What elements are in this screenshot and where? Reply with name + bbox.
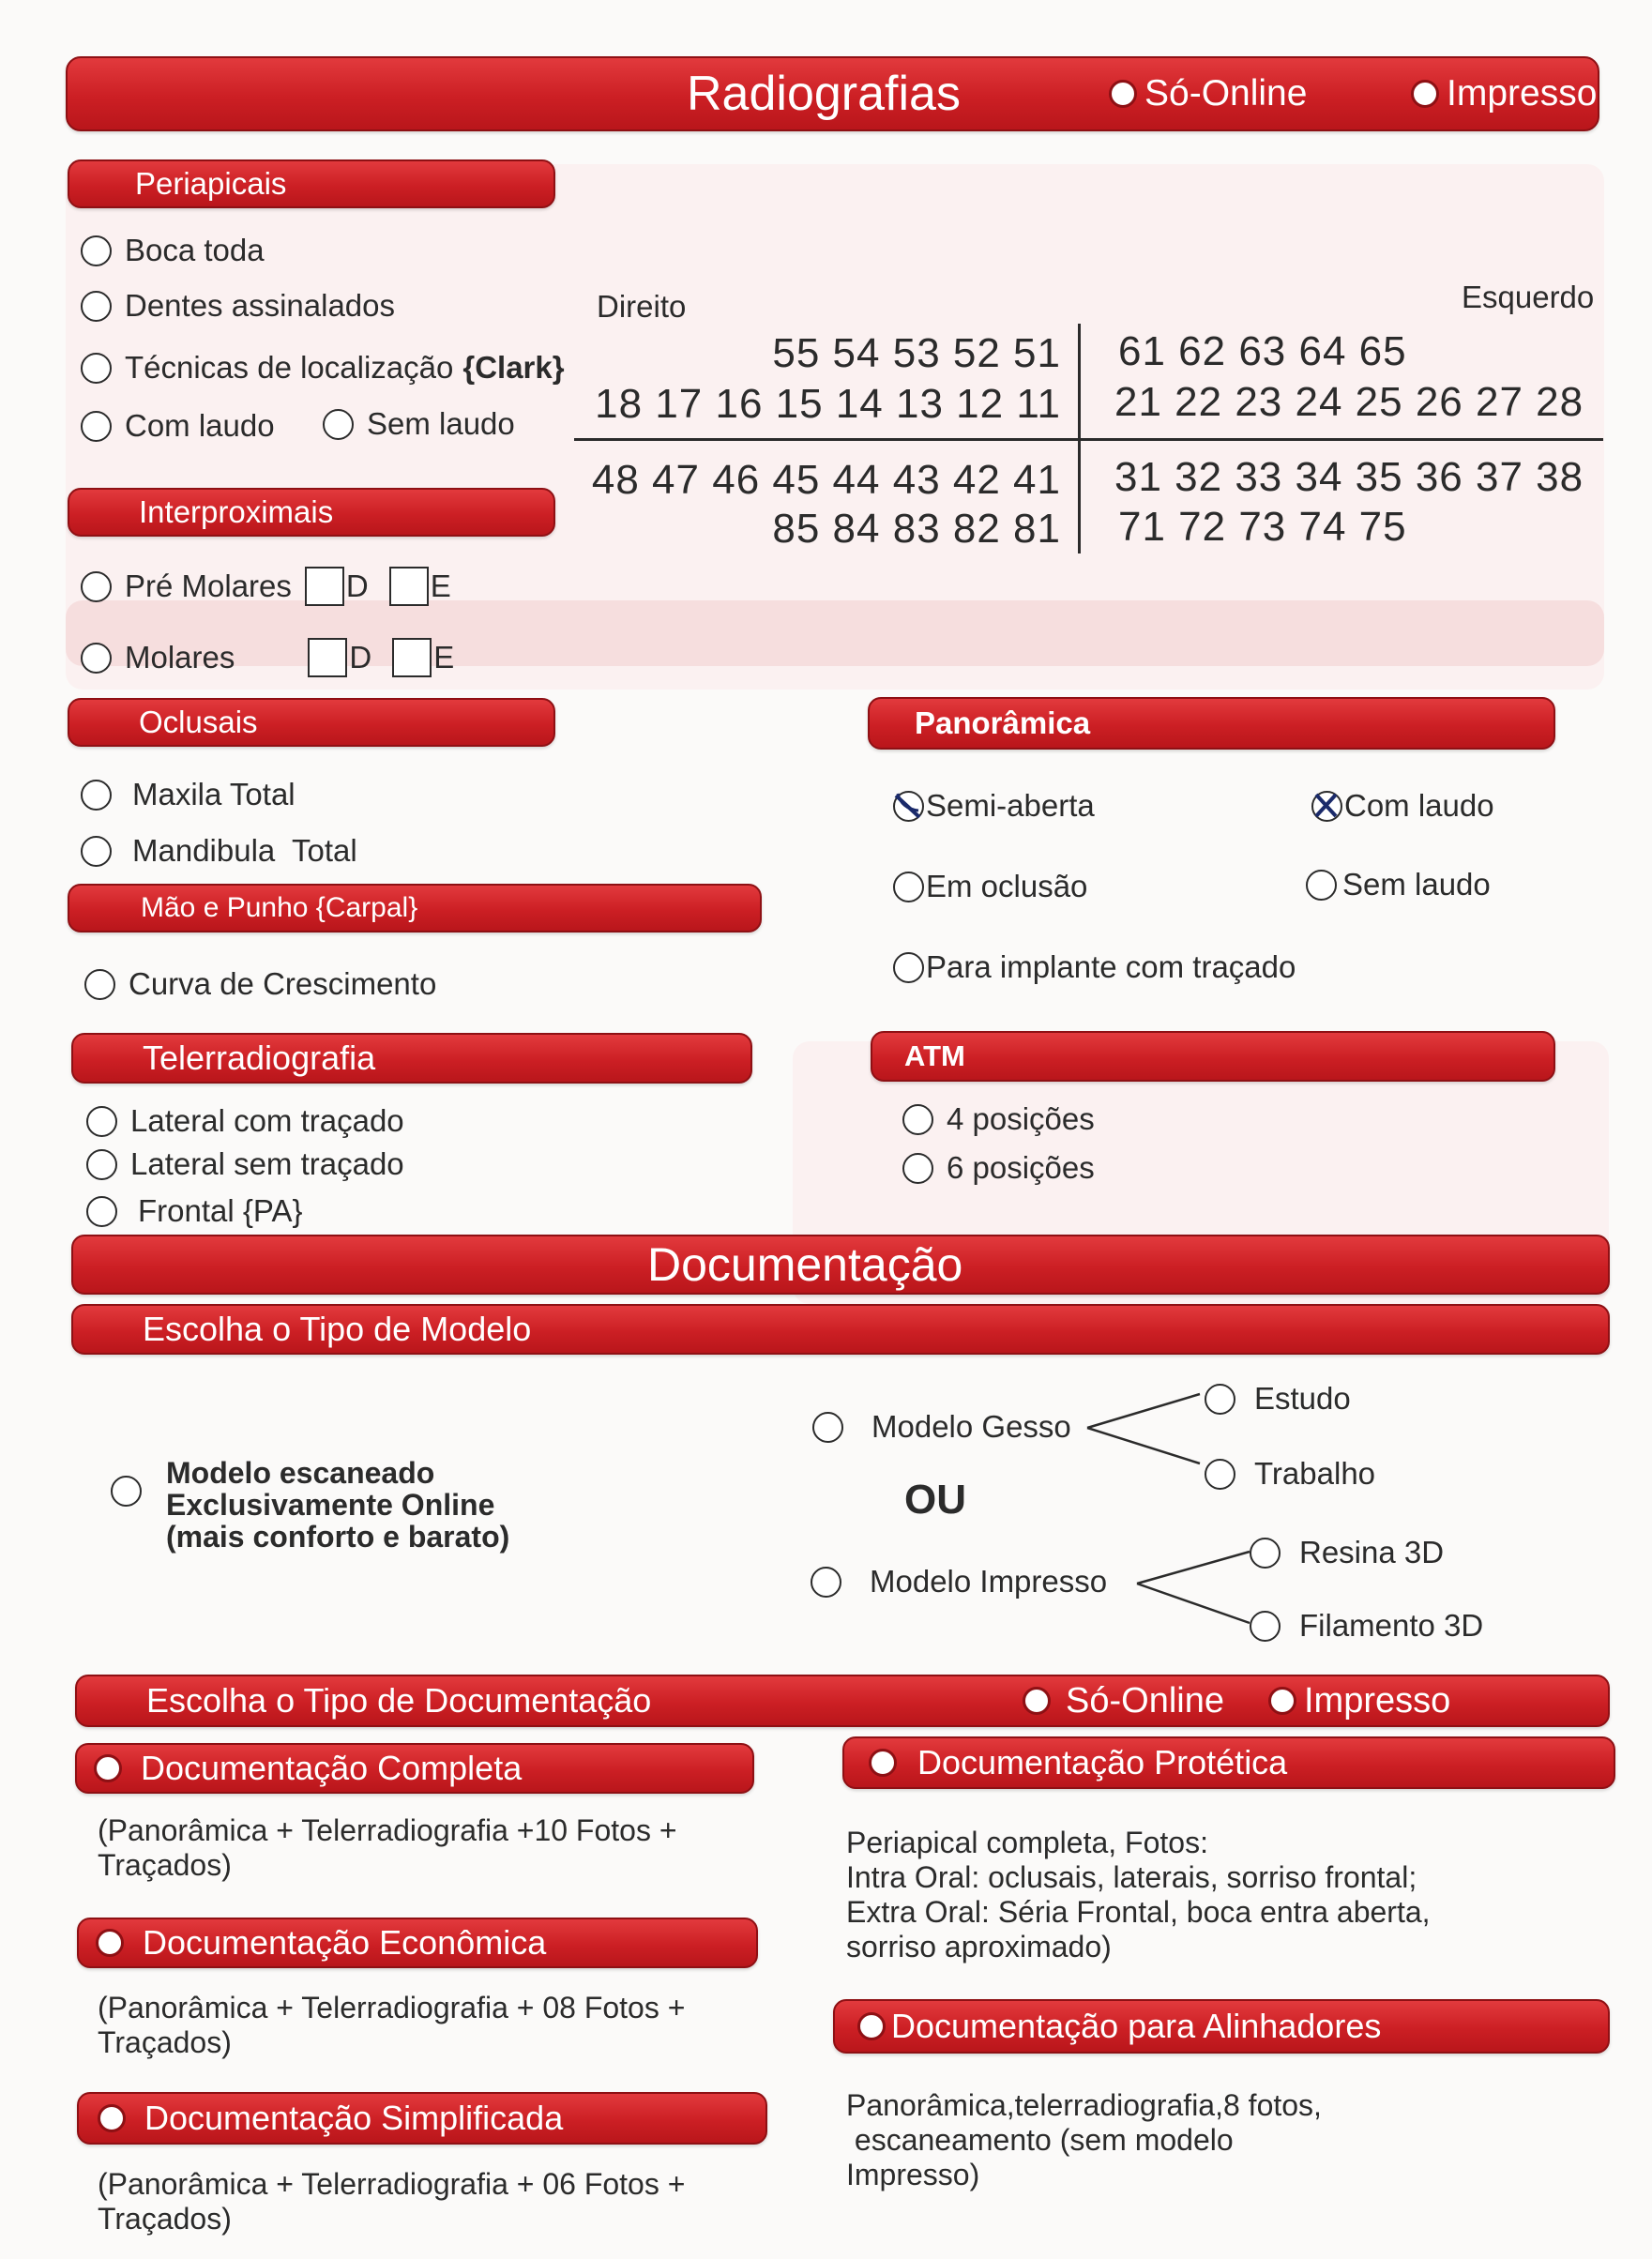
radio-doc-simplificada[interactable] xyxy=(98,2104,126,2132)
radio-mandibula-total[interactable] xyxy=(81,836,112,867)
radio-estudo[interactable] xyxy=(1205,1384,1235,1415)
gesso-branch-lines xyxy=(1084,1387,1205,1471)
label-em-oclusao: Em oclusão xyxy=(926,869,1088,903)
teeth-48-41[interactable]: 48 47 46 45 44 43 42 41 xyxy=(591,457,1061,503)
doc-completa-desc-1: (Panorâmica + Telerradiografia +10 Fotos + xyxy=(98,1813,677,1847)
label-escaneado-2: Exclusivamente Online xyxy=(166,1488,495,1522)
option-molares[interactable] xyxy=(81,638,454,677)
option-modelo-gesso[interactable] xyxy=(812,1409,1071,1445)
option-4-posicoes[interactable] xyxy=(902,1101,1095,1137)
checkbox-molares-d[interactable] xyxy=(308,638,347,677)
teeth-31-38[interactable]: 31 32 33 34 35 36 37 38 xyxy=(1114,454,1584,500)
label-com-laudo-pan: Com laudo xyxy=(1344,788,1494,823)
label-ou: OU xyxy=(904,1477,966,1523)
radio-doc-alinhadores[interactable] xyxy=(857,2012,886,2040)
documentacao-title: Documentação xyxy=(647,1238,963,1291)
radio-lateral-com[interactable] xyxy=(86,1106,117,1137)
radio-impresso[interactable] xyxy=(1411,80,1439,108)
panoramica-header xyxy=(868,697,1555,750)
impresso-branch-lines xyxy=(1133,1548,1255,1632)
x-mark-icon xyxy=(1311,790,1341,821)
interproximais-header xyxy=(68,488,555,537)
doc-protetica-desc-1: Periapical completa, Fotos: xyxy=(846,1826,1208,1859)
doc-alinhadores-desc-3: Impresso) xyxy=(846,2158,980,2191)
documentacao-header xyxy=(71,1235,1610,1295)
label-4-posicoes: 4 posições xyxy=(947,1101,1095,1136)
oclusais-header xyxy=(68,698,555,747)
radio-4-posicoes[interactable] xyxy=(902,1104,933,1135)
tipo-modelo-title: Escolha o Tipo de Modelo xyxy=(143,1310,532,1348)
label-d: D xyxy=(349,640,372,675)
option-resina-3d[interactable] xyxy=(1250,1535,1444,1570)
option-pre-molares[interactable] xyxy=(81,567,451,606)
label-e: E xyxy=(430,569,451,603)
label-impresso: Impresso xyxy=(1447,73,1598,114)
doc-completa-desc xyxy=(98,1813,677,1883)
label-filamento-3d: Filamento 3D xyxy=(1299,1608,1484,1643)
radio-pre-molares[interactable] xyxy=(81,571,112,602)
doc-protetica-desc-2: Intra Oral: oclusais, laterais, sorriso frontal; xyxy=(846,1860,1417,1894)
option-lateral-sem-tracado[interactable] xyxy=(86,1146,404,1182)
teeth-71-75[interactable]: 71 72 73 74 75 xyxy=(1118,504,1407,550)
tipo-documentacao-header xyxy=(75,1675,1610,1727)
label-escaneado-1: Modelo escaneado xyxy=(166,1456,435,1490)
label-molares: Molares xyxy=(125,640,235,675)
checkbox-pre-molares-e[interactable] xyxy=(389,567,429,606)
radio-resina-3d[interactable] xyxy=(1250,1538,1281,1569)
option-modelo-escaneado[interactable] xyxy=(111,1457,509,1553)
radio-maxila-total[interactable] xyxy=(81,780,112,811)
label-direito: Direito xyxy=(597,289,687,324)
radio-molares[interactable] xyxy=(81,643,112,674)
radio-modelo-impresso[interactable] xyxy=(811,1567,841,1598)
radio-doc-completa[interactable] xyxy=(94,1754,122,1782)
label-estudo: Estudo xyxy=(1254,1381,1351,1416)
doc-alinhadores-desc-1: Panorâmica,telerradiografia,8 fotos, xyxy=(846,2088,1322,2122)
radio-modelo-gesso[interactable] xyxy=(812,1412,843,1443)
label-com-laudo: Com laudo xyxy=(125,408,275,443)
radio-semi-aberta[interactable] xyxy=(893,791,924,822)
label-d: D xyxy=(345,569,369,603)
radio-trabalho[interactable] xyxy=(1205,1459,1235,1490)
doc-alinhadores-desc-2: escaneamento (sem modelo xyxy=(846,2123,1234,2157)
option-filamento-3d[interactable] xyxy=(1250,1608,1483,1644)
label-doc-completa: Documentação Completa xyxy=(141,1749,523,1787)
label-escaneado-3: (mais conforto e barato) xyxy=(166,1520,510,1554)
option-com-laudo[interactable] xyxy=(81,408,275,444)
periapicais-header xyxy=(68,159,555,208)
option-em-oclusao[interactable] xyxy=(893,869,1087,904)
label-doc-protetica: Documentação Protética xyxy=(917,1743,1288,1781)
label-dentes-assinalados: Dentes assinalados xyxy=(125,288,396,323)
radio-filamento-3d[interactable] xyxy=(1250,1611,1281,1642)
radio-dentes-assinalados[interactable] xyxy=(81,291,112,322)
option-sem-laudo[interactable] xyxy=(323,406,515,442)
radio-com-laudo-pan[interactable] xyxy=(1311,791,1342,822)
option-com-laudo-pan[interactable] xyxy=(1311,788,1494,824)
option-sem-laudo-pan[interactable] xyxy=(1306,867,1491,902)
doc-simplificada-desc-2: Traçados) xyxy=(98,2202,232,2236)
radiografias-header xyxy=(66,56,1599,131)
doc-completa-header[interactable] xyxy=(75,1743,754,1794)
doc-protetica-header[interactable] xyxy=(842,1736,1615,1789)
option-lateral-com-tracado[interactable] xyxy=(86,1103,404,1139)
periapicais-title: Periapicais xyxy=(135,166,287,201)
label-clark: {Clark} xyxy=(462,350,565,385)
mao-punho-title: Mão e Punho {Carpal} xyxy=(141,892,418,923)
label-resina-3d: Resina 3D xyxy=(1299,1535,1445,1569)
doc-simplificada-header[interactable] xyxy=(77,2092,767,2145)
doc-alinhadores-desc xyxy=(846,2088,1322,2192)
teeth-85-81[interactable]: 85 84 83 82 81 xyxy=(772,506,1061,552)
option-6-posicoes[interactable] xyxy=(902,1150,1095,1186)
doc-economica-header[interactable] xyxy=(77,1918,758,1968)
label-mandibula-total: Mandibula Total xyxy=(132,833,357,868)
label-maxila-total: Maxila Total xyxy=(132,777,296,811)
label-modelo-impresso: Modelo Impresso xyxy=(870,1564,1108,1599)
teeth-55-51[interactable]: 55 54 53 52 51 xyxy=(772,330,1061,376)
radio-doc-protetica[interactable] xyxy=(869,1749,897,1777)
radiografias-title: Radiografias xyxy=(687,67,961,121)
label-doc-economica: Documentação Econômica xyxy=(143,1923,547,1962)
label-sem-laudo-pan: Sem laudo xyxy=(1342,867,1491,902)
label-sem-laudo: Sem laudo xyxy=(367,406,515,441)
mao-punho-header xyxy=(68,884,762,932)
doc-protetica-desc-4: sorriso aproximado) xyxy=(846,1930,1112,1963)
radio-para-implante[interactable] xyxy=(893,952,924,983)
telerradiografia-header xyxy=(71,1033,752,1084)
label-para-implante: Para implante com traçado xyxy=(926,949,1296,984)
radio-doc-economica[interactable] xyxy=(96,1929,124,1957)
doc-protetica-desc-3: Extra Oral: Séria Frontal, boca entra aberta, xyxy=(846,1895,1431,1929)
telerradiografia-title: Telerradiografia xyxy=(143,1039,376,1077)
doc-simplificada-desc-1: (Panorâmica + Telerradiografia + 06 Fotos + xyxy=(98,2167,686,2201)
radio-sem-laudo[interactable] xyxy=(323,409,354,440)
atm-header xyxy=(871,1031,1555,1082)
doc-protetica-desc xyxy=(846,1826,1431,1964)
radio-modelo-escaneado[interactable] xyxy=(111,1476,142,1507)
radio-sem-laudo-pan[interactable] xyxy=(1306,870,1337,901)
option-tecnicas-localizacao[interactable] xyxy=(81,350,565,386)
label-trabalho: Trabalho xyxy=(1254,1456,1376,1491)
radio-so-online[interactable] xyxy=(1109,80,1137,108)
radio-6-posicoes[interactable] xyxy=(902,1153,933,1184)
label-curva-crescimento: Curva de Crescimento xyxy=(129,966,437,1001)
oclusais-title: Oclusais xyxy=(139,705,258,739)
label-so-online: Só-Online xyxy=(1144,73,1308,114)
chart-horizontal-divider xyxy=(574,438,1603,441)
doc-economica-desc xyxy=(98,1991,685,2060)
radio-tecnicas-localizacao[interactable] xyxy=(81,353,112,384)
check-mark-icon xyxy=(892,790,923,821)
option-dentes-assinalados[interactable] xyxy=(81,288,395,324)
radio-boca-toda[interactable] xyxy=(81,235,112,266)
checkbox-molares-e[interactable] xyxy=(392,638,432,677)
label-pre-molares: Pré Molares xyxy=(125,569,292,603)
radio-doc-impresso[interactable] xyxy=(1268,1687,1296,1715)
label-e: E xyxy=(433,640,455,675)
option-estudo[interactable] xyxy=(1205,1381,1351,1417)
option-trabalho[interactable] xyxy=(1205,1456,1375,1492)
checkbox-pre-molares-d[interactable] xyxy=(305,567,344,606)
label-doc-impresso: Impresso xyxy=(1304,1680,1451,1721)
option-maxila-total[interactable] xyxy=(81,777,296,812)
teeth-21-28[interactable]: 21 22 23 24 25 26 27 28 xyxy=(1114,379,1584,425)
label-doc-alinhadores: Documentação para Alinhadores xyxy=(891,2007,1382,2045)
label-esquerdo: Esquerdo xyxy=(1462,280,1595,314)
teeth-61-65[interactable]: 61 62 63 64 65 xyxy=(1118,328,1407,374)
radio-frontal-pa[interactable] xyxy=(86,1196,117,1227)
label-lateral-com: Lateral com traçado xyxy=(130,1103,404,1138)
label-6-posicoes: 6 posições xyxy=(947,1150,1095,1185)
option-modelo-impresso[interactable] xyxy=(811,1564,1107,1599)
doc-completa-desc-2: Traçados) xyxy=(98,1848,232,1882)
radio-lateral-sem[interactable] xyxy=(86,1149,117,1180)
tipo-documentacao-title: Escolha o Tipo de Documentação xyxy=(146,1681,652,1720)
radio-curva-crescimento[interactable] xyxy=(84,969,115,1000)
doc-economica-desc-1: (Panorâmica + Telerradiografia + 08 Fotos + xyxy=(98,1991,686,2024)
atm-title: ATM xyxy=(904,1039,965,1072)
interproximais-title: Interproximais xyxy=(139,494,334,529)
label-tecnicas-localizacao: Técnicas de localização xyxy=(125,350,454,385)
option-mandibula-total[interactable] xyxy=(81,833,357,869)
panoramica-title: Panorâmica xyxy=(915,705,1091,740)
radio-doc-so-online[interactable] xyxy=(1023,1687,1051,1715)
doc-alinhadores-header[interactable] xyxy=(833,1999,1610,2054)
label-doc-simplificada: Documentação Simplificada xyxy=(144,2099,564,2137)
option-frontal-pa[interactable] xyxy=(86,1193,303,1229)
option-boca-toda[interactable] xyxy=(81,233,265,268)
tipo-modelo-header xyxy=(71,1304,1610,1355)
label-boca-toda: Boca toda xyxy=(125,233,265,267)
label-doc-so-online: Só-Online xyxy=(1066,1680,1224,1721)
option-para-implante[interactable] xyxy=(893,949,1296,985)
label-lateral-sem: Lateral sem traçado xyxy=(130,1146,404,1181)
doc-simplificada-desc xyxy=(98,2167,685,2236)
label-semi-aberta: Semi-aberta xyxy=(926,788,1095,823)
radio-em-oclusao[interactable] xyxy=(893,872,924,902)
radio-com-laudo[interactable] xyxy=(81,411,112,442)
doc-economica-desc-2: Traçados) xyxy=(98,2025,232,2059)
teeth-18-11[interactable]: 18 17 16 15 14 13 12 11 xyxy=(595,381,1061,427)
label-frontal-pa: Frontal {PA} xyxy=(138,1193,303,1228)
option-semi-aberta[interactable] xyxy=(893,788,1095,824)
label-modelo-gesso: Modelo Gesso xyxy=(871,1409,1071,1444)
option-curva-crescimento[interactable] xyxy=(84,966,436,1002)
